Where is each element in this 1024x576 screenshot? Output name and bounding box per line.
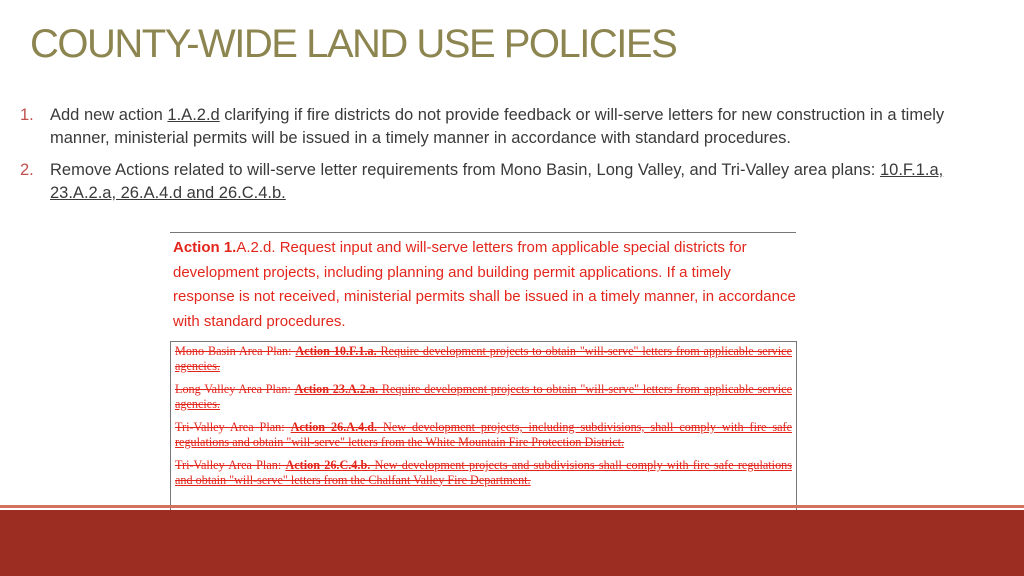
struck-action <box>175 344 792 373</box>
item-text-pre: Add new action <box>50 106 168 124</box>
new-action-label: Action 1. <box>173 239 237 256</box>
plan-name: Tri-Valley Area Plan: <box>175 420 291 434</box>
struck-action <box>175 458 792 487</box>
action-id: Action 23.A.2.a. <box>294 382 379 396</box>
plan-name: Long Valley Area Plan: <box>175 382 295 396</box>
list-item <box>20 159 980 205</box>
footer-accent-line <box>0 505 1024 508</box>
action-id: Action 26.A.4.d. <box>290 420 378 434</box>
action-body: Require development projects to obtain "will-serve" letters from applicable service agencies. <box>175 382 792 411</box>
policy-list <box>20 104 980 214</box>
item-text <box>50 159 980 205</box>
struck-action <box>175 420 792 449</box>
item-number: 2. <box>20 161 34 179</box>
action-body: Require development projects to obtain "will-serve" letters from applicable service agencies. <box>175 344 792 373</box>
item-number: 1. <box>20 106 34 124</box>
action-id: Action 10.F.1.a. <box>295 344 377 358</box>
new-action-text <box>170 233 796 334</box>
item-text <box>50 104 980 150</box>
item-text-pre: Remove Actions related to will-serve letter requirements from Mono Basin, Long Valley, and Tri-Valley area plans: <box>50 161 880 179</box>
new-action-body: A.2.d. Request input and will-serve letters from applicable special districts for development projects, including planning and building permit applications. If a timely response is not received, ministerial permits shall be issued in a timely manner, in accordance with standard procedures. <box>173 239 796 330</box>
slide-title: COUNTY-WIDE LAND USE POLICIES <box>30 22 677 66</box>
plan-name: Tri-Valley Area Plan: <box>175 458 286 472</box>
new-action-excerpt <box>170 232 796 338</box>
item-text-post: clarifying if fire districts do not provide feedback or will-serve letters for new construction in a timely manner, ministerial permits will be issued in a timely manner in accordance with standard procedures. <box>50 106 945 147</box>
action-id: Action 26.C.4.b. <box>285 458 371 472</box>
list-item <box>20 104 980 150</box>
action-reference: 1.A.2.d <box>167 106 220 124</box>
action-body: New development projects and subdivisions shall comply with fire safe regulations and obtain "will-serve" letters from the Chalfant Valley Fire Department. <box>175 458 793 487</box>
struck-action <box>175 382 792 411</box>
footer-bar <box>0 510 1024 576</box>
plan-name: Mono Basin Area Plan: <box>175 344 296 358</box>
action-reference: 10.F.1.a, 23.A.2.a, 26.A.4.d and 26.C.4.b. <box>50 161 944 202</box>
struck-actions-excerpt <box>170 341 797 523</box>
action-body: New development projects, including subdivisions, shall comply with fire safe regulations and obtain "will-serve" letters from the White Mountain Fire Protection District. <box>175 420 792 449</box>
